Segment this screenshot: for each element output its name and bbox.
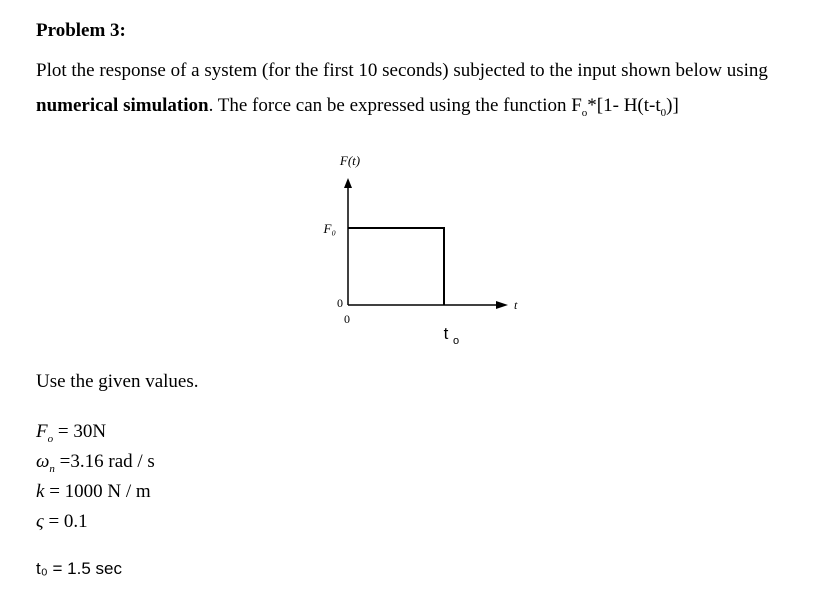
equation-t0: t₀ = 1.5 sec [36, 559, 122, 578]
omega-subscript: n [49, 463, 55, 475]
f0-subscript: o [47, 433, 54, 445]
zeta-symbol: ς [36, 511, 44, 532]
force-input-diagram [300, 145, 540, 355]
subscript-o: o [581, 106, 588, 119]
statement-function: *[1- H(t-t [587, 95, 661, 116]
force-plot-svg [300, 145, 540, 355]
equation-k [36, 481, 151, 503]
x-axis-arrow [496, 301, 508, 309]
k-value: = 1000 N / m [44, 481, 151, 502]
given-values-heading: Use the given values. [36, 371, 199, 392]
problem-statement-line2 [36, 95, 679, 119]
y-axis-label: F(t) [339, 153, 361, 168]
problem-statement-line1: Plot the response of a system (for the first 10 seconds) subjected to the input shown below using [36, 60, 768, 81]
equation-f0 [36, 421, 106, 443]
step-pulse [348, 228, 444, 305]
t0-label: t [443, 324, 449, 343]
zero-y-label: 0 [337, 296, 343, 310]
omega-value: =3.16 rad / s [54, 451, 155, 472]
f0-value: = 30N [53, 421, 107, 442]
omega-symbol: ω [36, 451, 50, 472]
zeta-value: = 0.1 [43, 511, 88, 532]
statement-close: )] [666, 95, 679, 116]
subscript-0: 0 [660, 106, 667, 119]
equation-zeta [36, 511, 88, 533]
f0-symbol: F [36, 421, 48, 442]
y-axis-arrow [344, 178, 352, 188]
statement-text: . The force can be expressed using the function F [208, 95, 582, 116]
problem-title: Problem 3: [36, 20, 126, 41]
bold-phrase: numerical simulation [36, 95, 209, 116]
x-axis-label: t [514, 298, 518, 312]
zero-x-label: 0 [344, 312, 350, 326]
equation-omega-n [36, 451, 155, 473]
t0-subscript: o [453, 335, 460, 347]
f0-label: F₀ [323, 221, 336, 236]
k-symbol: k [36, 481, 45, 502]
